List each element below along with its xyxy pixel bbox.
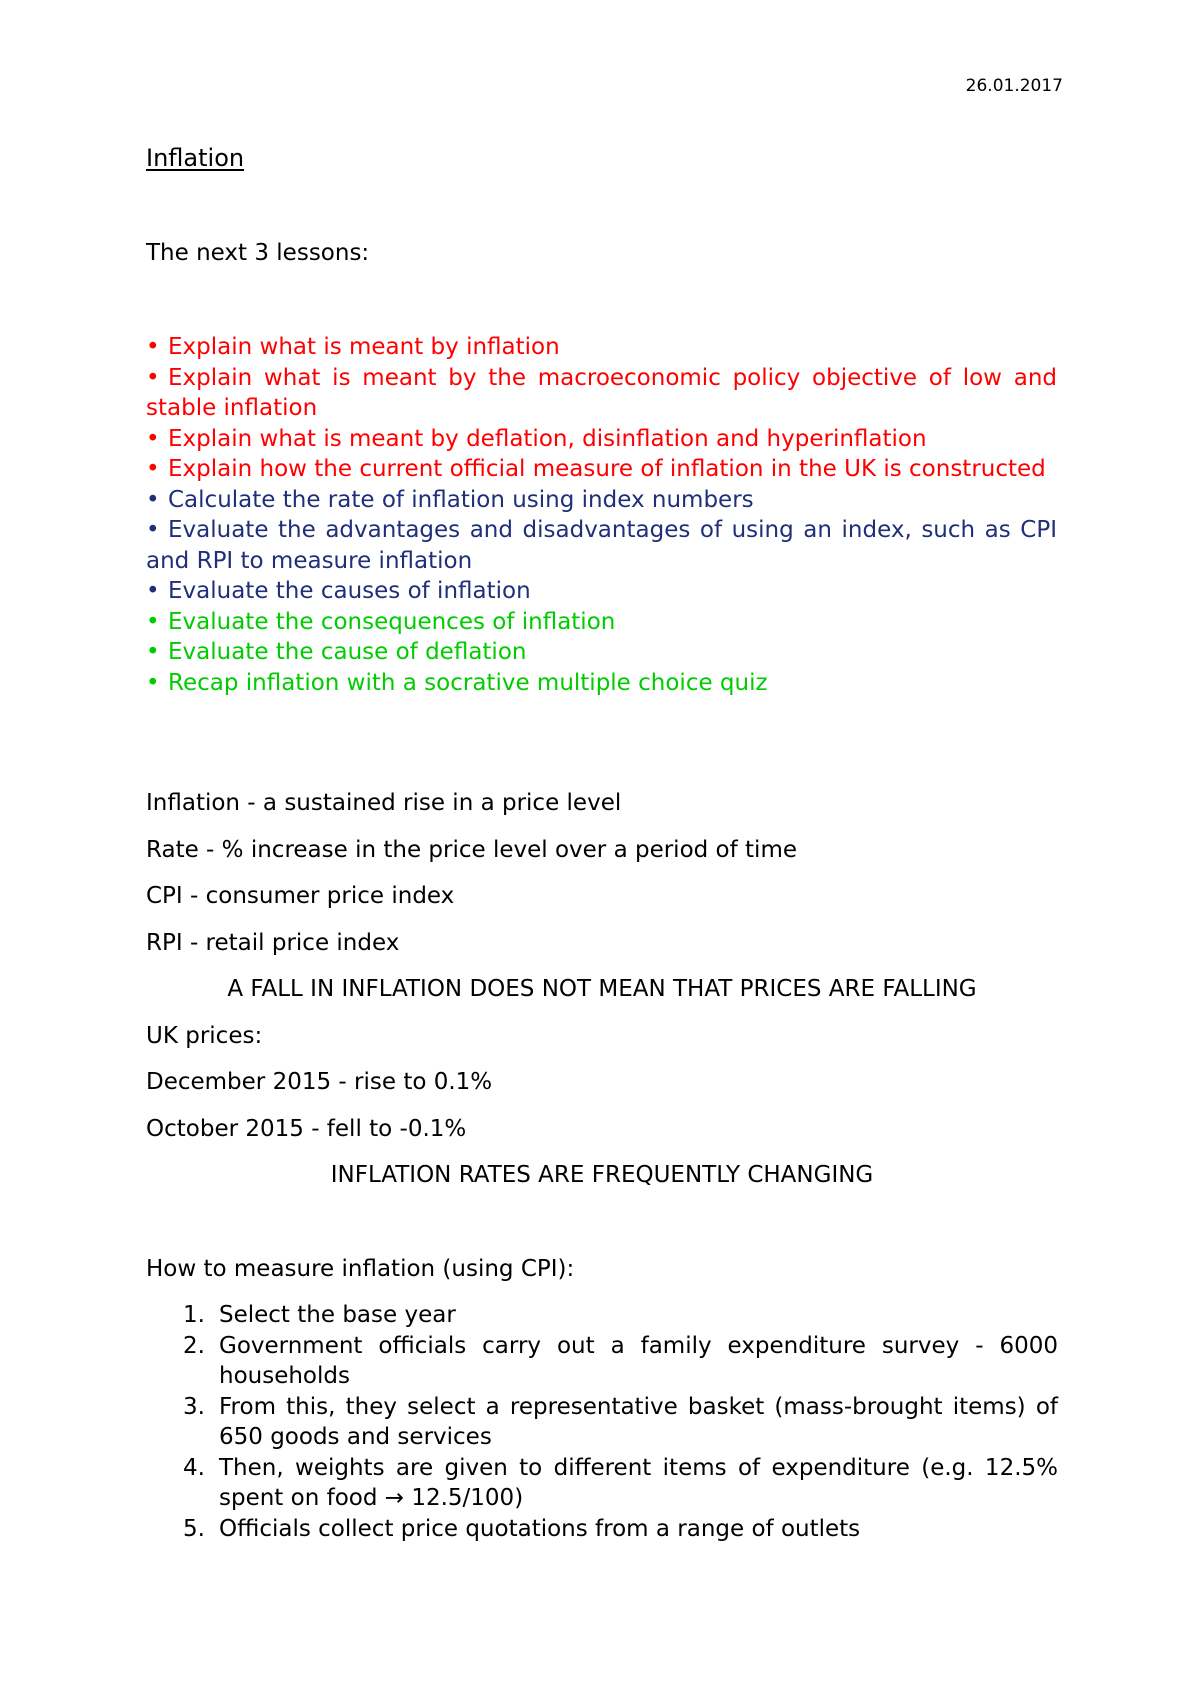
- emphasis-note-falling-prices: A FALL IN INFLATION DOES NOT MEAN THAT PRICES ARE FALLING: [227, 976, 977, 1002]
- step-text: Select the base year: [219, 1302, 456, 1328]
- bullet-icon: •: [146, 486, 160, 513]
- definition-rate: Rate - % increase in the price level over a period of time: [146, 836, 797, 863]
- objective-item: [146, 332, 1057, 363]
- objective-item: [146, 576, 1057, 607]
- objective-text: Explain what is meant by the macroeconomic policy objective of low and stable inflation: [146, 364, 1057, 421]
- step-number: 4.: [183, 1454, 205, 1481]
- objective-item: [146, 668, 1057, 699]
- objective-text: Calculate the rate of inflation using index numbers: [168, 486, 754, 513]
- bullet-icon: •: [146, 608, 160, 635]
- objective-item: [146, 607, 1057, 638]
- objective-item: [146, 424, 1057, 455]
- objective-text: Evaluate the consequences of inflation: [168, 608, 616, 635]
- document-date: 26.01.2017: [965, 76, 1063, 96]
- objective-item: [146, 515, 1057, 576]
- objective-text: Explain how the current official measure of inflation in the UK is constructed: [168, 456, 1046, 482]
- definition-inflation: Inflation - a sustained rise in a price level: [146, 790, 622, 816]
- definitions-section: [146, 788, 1058, 1207]
- lesson-objectives-list: [146, 332, 1057, 698]
- step-text: From this, they select a representative basket (mass-brought items) of 650 goods and services: [219, 1393, 1058, 1450]
- step-item: [146, 1331, 1058, 1392]
- bullet-icon: •: [146, 334, 160, 360]
- bullet-icon: •: [146, 364, 160, 391]
- step-text: Officials collect price quotations from a range of outlets: [219, 1515, 861, 1542]
- step-item: [146, 1453, 1058, 1514]
- bullet-icon: •: [146, 639, 160, 665]
- objective-text: Evaluate the causes of inflation: [168, 578, 531, 604]
- objective-text: Evaluate the advantages and disadvantages of using an index, such as CPI and RPI to measure inflation: [146, 517, 1057, 574]
- step-text: Government officials carry out a family expenditure survey - 6000 households: [219, 1332, 1058, 1389]
- objective-item: [146, 454, 1057, 485]
- objective-text: Explain what is meant by inflation: [168, 334, 560, 360]
- objective-item: [146, 485, 1057, 516]
- step-number: 5.: [183, 1515, 205, 1542]
- definition-rpi: RPI - retail price index: [146, 929, 400, 956]
- step-item: [146, 1300, 1058, 1331]
- emphasis-note-changing-rates: INFLATION RATES ARE FREQUENTLY CHANGING: [330, 1162, 874, 1188]
- objective-text: Explain what is meant by deflation, disinflation and hyperinflation: [168, 425, 927, 452]
- objective-item: [146, 363, 1057, 424]
- objective-item: [146, 637, 1057, 668]
- step-item: [146, 1392, 1058, 1453]
- measure-steps-list: [146, 1300, 1058, 1544]
- definition-cpi: CPI - consumer price index: [146, 883, 455, 909]
- lessons-intro: The next 3 lessons:: [146, 240, 370, 266]
- page-title: Inflation: [146, 144, 245, 172]
- step-number: 2.: [183, 1332, 205, 1359]
- step-number: 1.: [183, 1302, 205, 1328]
- objective-text: Evaluate the cause of deflation: [168, 639, 527, 665]
- step-item: [146, 1514, 1058, 1545]
- step-text: Then, weights are given to different items of expenditure (e.g. 12.5% spent on food → 12.5/100): [219, 1454, 1058, 1511]
- measure-heading: How to measure inflation (using CPI):: [146, 1256, 575, 1282]
- bullet-icon: •: [146, 669, 160, 696]
- uk-prices-label: UK prices:: [146, 1022, 263, 1049]
- bullet-icon: •: [146, 517, 160, 543]
- bullet-icon: •: [146, 578, 160, 604]
- objective-text: Recap inflation with a socrative multiple choice quiz: [168, 669, 768, 696]
- step-number: 3.: [183, 1393, 205, 1420]
- bullet-icon: •: [146, 456, 160, 482]
- price-note-october: October 2015 - fell to -0.1%: [146, 1115, 467, 1142]
- bullet-icon: •: [146, 425, 160, 452]
- price-note-december: December 2015 - rise to 0.1%: [146, 1069, 493, 1095]
